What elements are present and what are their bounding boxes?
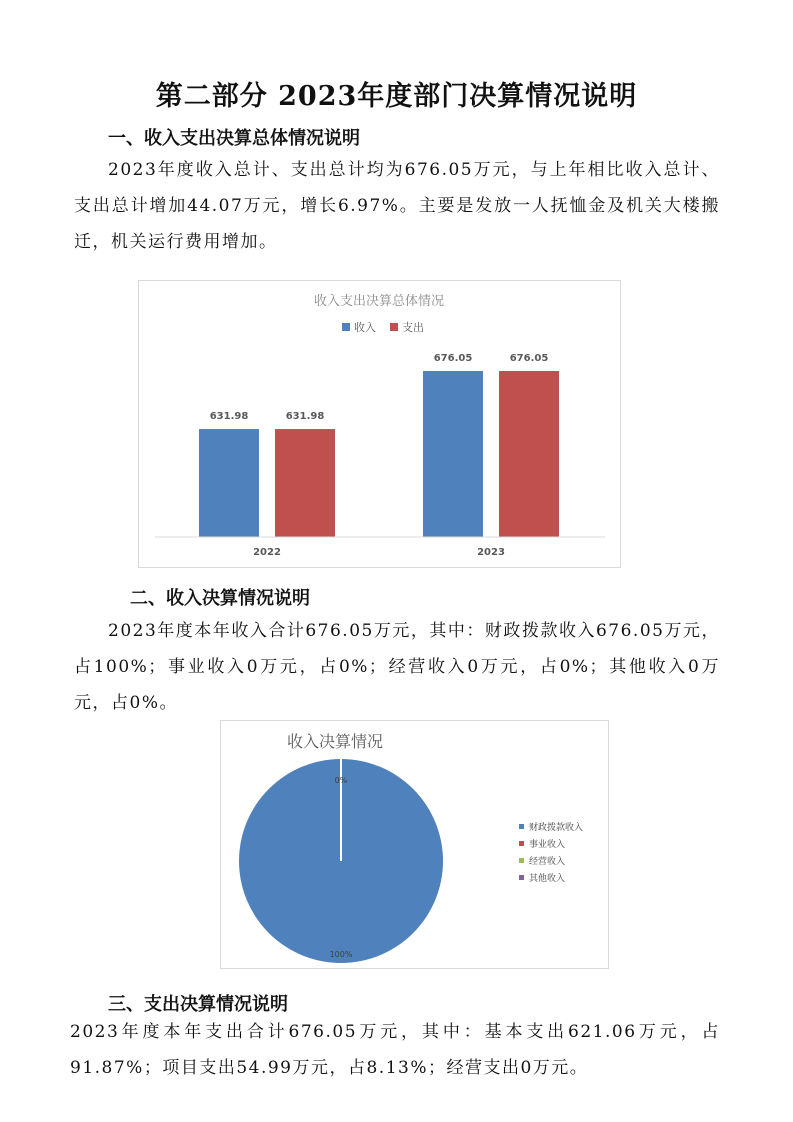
section-paragraph-1: 2023年度收入总计、支出总计均为676.05万元，与上年相比收入总计、支出总计增加44.07万元，增长6.97%。主要是发放一人抚恤金及机关大楼搬迁，机关运行费用增加。 [74, 160, 720, 252]
pie-legend-swatch-事业收入 [519, 841, 524, 846]
pie-chart [220, 720, 609, 969]
bar-支出-2023 [499, 371, 559, 537]
bar-data-label: 676.05 [509, 353, 549, 364]
bar-收入-2023 [423, 371, 483, 537]
section-heading-1: 一、收入支出决算总体情况说明 [108, 128, 360, 149]
bar-x-tick-label: 2023 [477, 547, 505, 558]
bar-支出-2022 [275, 429, 335, 537]
pie-legend-swatch-其他收入 [519, 875, 524, 880]
legend-label-支出: 支出 [402, 321, 424, 334]
bar-data-label: 631.98 [209, 411, 249, 423]
legend-label-收入: 收入 [354, 321, 376, 334]
bar-data-label: 676.05 [433, 353, 473, 364]
legend-swatch-收入 [342, 323, 350, 331]
bar-x-tick-label: 2022 [253, 547, 281, 558]
bar-chart-title: 收入支出决算总体情况 [313, 294, 445, 309]
section-heading-2: 二、收入决算情况说明 [130, 588, 310, 609]
page-title: 第二部分 2023年度部门决算情况说明 [155, 81, 638, 112]
bar-data-label: 631.98 [285, 411, 325, 423]
legend-swatch-支出 [390, 323, 398, 331]
pie-legend-swatch-经营收入 [519, 858, 524, 863]
pie-legend-label-经营收入: 经营收入 [529, 857, 566, 867]
pie-legend-label-财政拨款收入: 财政拨款收入 [529, 823, 584, 833]
bar-chart [138, 280, 621, 568]
pie-legend-swatch-财政拨款收入 [519, 824, 524, 829]
pie-data-label-full: 100% [329, 950, 353, 959]
bar-收入-2022 [199, 429, 259, 537]
pie-legend-label-其他收入: 其他收入 [529, 874, 566, 884]
section-heading-3: 三、支出决算情况说明 [108, 994, 288, 1015]
section-paragraph-3: 2023年度本年支出合计676.05万元，其中：基本支出621.06万元，占91.87%；项目支出54.99万元，占8.13%；经营支出0万元。 [70, 1022, 720, 1078]
pie-legend-label-事业收入: 事业收入 [529, 840, 566, 850]
section-paragraph-2: 2023年度本年收入合计676.05万元，其中：财政拨款收入676.05万元，占100%；事业收入0万元，占0%；经营收入0万元，占0%；其他收入0万元，占0%。 [74, 621, 720, 713]
pie-chart-title: 收入决算情况 [287, 732, 384, 751]
pie-data-label-zero: 0% [334, 776, 348, 785]
